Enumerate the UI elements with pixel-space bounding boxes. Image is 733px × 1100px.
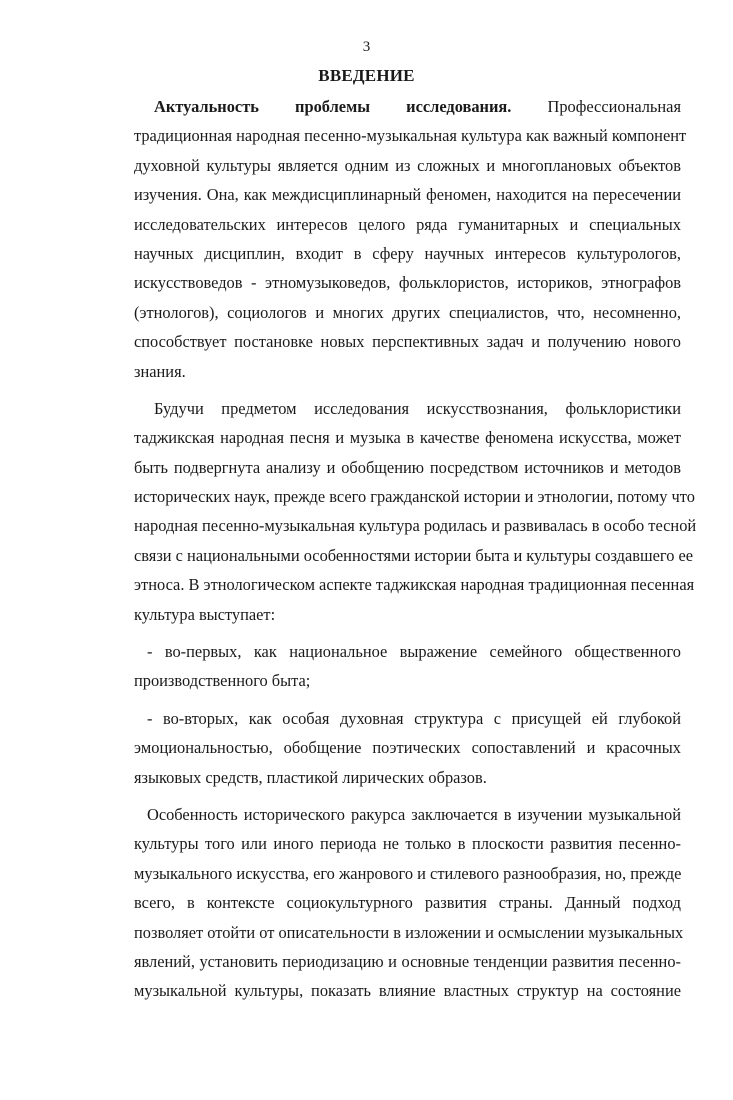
text-line: искусствоведов - этномузыковедов, фольклористов, историков, этнографов [134,273,681,293]
text-line: Актуальность проблемы исследования. Профессиональная [154,97,681,116]
text-line: позволяет отойти от описательности в изложении и осмыслении музыкальных [134,922,684,942]
page-number: 3 [362,39,371,55]
text-line: этноса. В этнологическом аспекте таджикская народная традиционная песенная [134,575,695,595]
text-line: изучения. Она, как междисциплинарный феномен, находится на пересечении [134,185,681,205]
text-line: Особенность исторического ракурса заключается в изучении музыкальной [147,804,681,824]
paragraph-art-history [134,394,697,629]
text-line: - во-вторых, как особая духовная структура с присущей ей глубокой [147,708,681,728]
text-line: всего, в контексте социокультурного развития страны. Данный подход [134,893,681,913]
paragraph-relevance [134,92,687,386]
text-line: культура выступает: [134,604,276,624]
list-item-first [134,637,681,696]
text-line: традиционная народная песенно-музыкальная культура как важный компонент [134,126,687,146]
text-line: исторических наук, прежде всего гражданской истории и этнологии, потому что [134,487,695,507]
text-line: исследовательских интересов целого ряда гуманитарных и специальных [134,214,681,234]
text-line: связи с национальными особенностями истории быта и культуры создавшего ее [134,545,694,565]
text-line: духовной культуры является одним из сложных и многоплановых объектов [134,155,681,175]
document-body [134,92,697,1006]
text-line: эмоциональностью, обобщение поэтических сопоставлений и красочных [134,738,681,758]
text-line: производственного быта; [134,671,311,691]
text-line: - во-первых, как национальное выражение семейного общественного [147,642,681,662]
text-line: культуры того или иного периода не только в плоскости развития песенно- [134,834,681,854]
text-line: способствует постановке новых перспективных задач и получению нового [134,332,681,352]
text-line: знания. [134,361,186,381]
paragraph-historical-perspective [134,800,684,1006]
text-line: явлений, установить периодизацию и основные тенденции развития песенно- [134,951,681,971]
text-line: музыкальной культуры, показать влияние властных структур на состояние [134,981,681,1001]
text-line: музыкального искусства, его жанрового и стилевого разнообразия, но, прежде [134,863,682,883]
text-line: Будучи предметом исследования искусствознания, фольклористики [154,398,681,418]
text-line: (этнологов), социологов и многих других специалистов, что, несомненно, [134,302,681,322]
bold-lead: Актуальность проблемы исследования. [154,97,512,116]
text-line: народная песенно-музыкальная культура родилась и развивалась в особо тесной [134,516,697,536]
text-line: быть подвергнута анализу и обобщению посредством источников и методов [134,457,681,477]
text-line: языковых средств, пластикой лирических образов. [134,767,487,787]
text-line: таджикская народная песня и музыка в качестве феномена искусства, может [134,428,681,448]
list-item-second [134,704,681,792]
section-heading: ВВЕДЕНИЕ [318,66,415,85]
text-line: научных дисциплин, входит в сферу научных интересов культурологов, [134,243,681,263]
